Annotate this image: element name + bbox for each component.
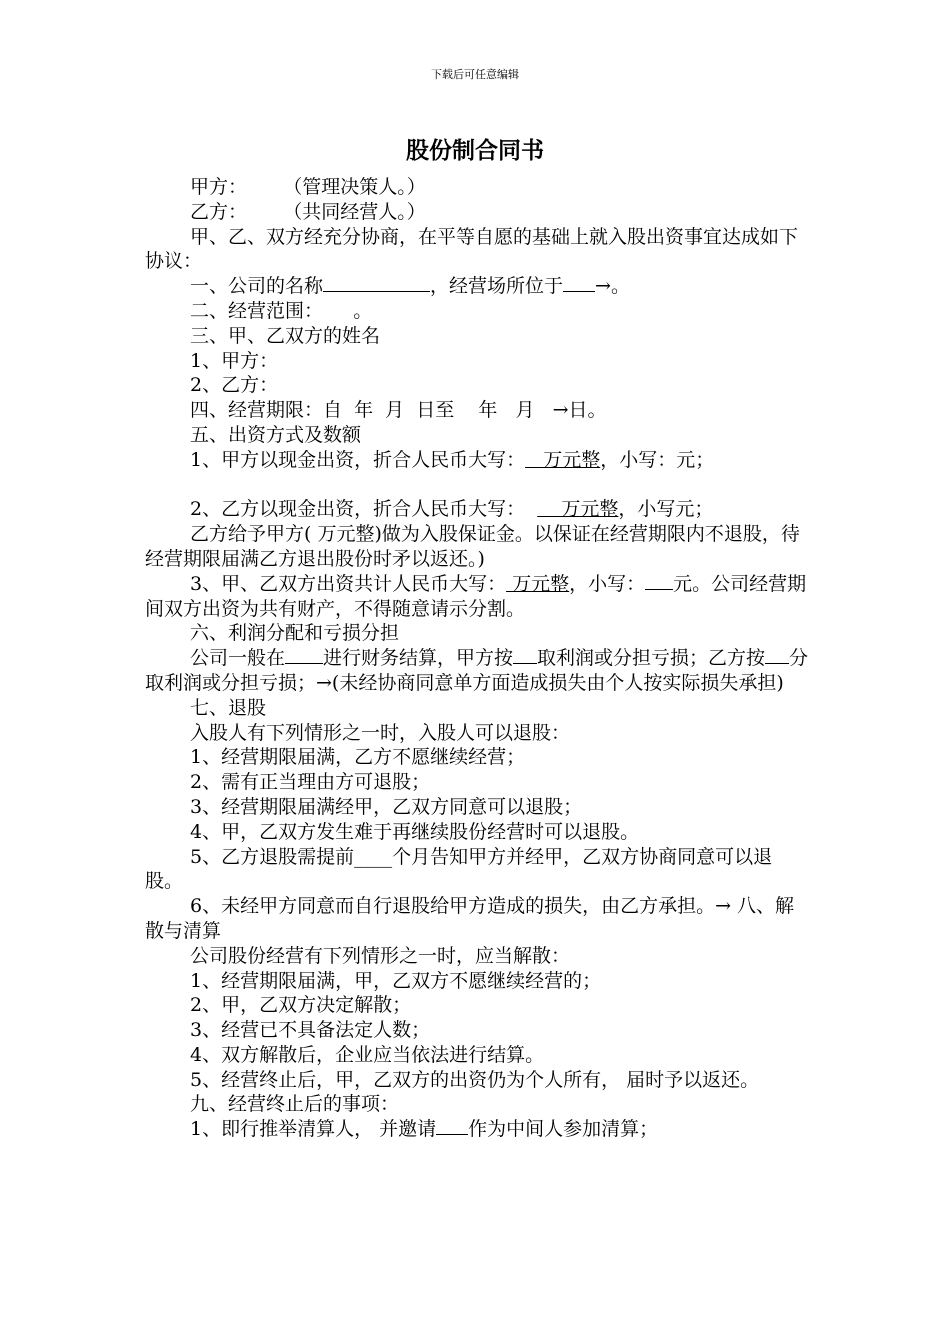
party-b-investment: 2、乙方以现金出资，折合人民币大写： 万元整，小写元； (190, 498, 714, 521)
clause-2: 二、经营范围： 。 (190, 299, 373, 322)
deposit-paragraph: 乙方给予甲方( 万元整)做为入股保证金。以保证在经营期限内不退股，待经营期限届满乙方退出股份时矛以返还。) (145, 523, 800, 570)
withdraw-item-3: 3、经营期限届满经甲，乙双方同意可以退股； (190, 795, 583, 818)
document-title: 股份制合同书 (406, 137, 544, 164)
intro-paragraph: 甲、乙、双方经充分协商，在平等自愿的基础上就入股出资事宜达成如下协议： (145, 225, 799, 273)
total-investment: 3、甲、乙双方出资共计人民币大写： 万元整，小写： 元。公司经营期间双方出资为共有财产，不得随意请示分割。 (145, 572, 807, 620)
spacer (145, 473, 810, 498)
clause-7: 七、退股 (190, 696, 267, 719)
clause-9: 九、经营终止后的事项： (190, 1093, 400, 1116)
dissolution-intro: 公司股份经营有下列情形之一时，应当解散： (190, 944, 571, 967)
clause-5: 五、出资方式及数额 (190, 423, 362, 446)
clause-3: 三、甲、乙双方的姓名 (190, 324, 381, 347)
dissolution-item-5: 5、经营终止后，甲，乙双方的出资仍为个人所有， 届时予以返还。 (190, 1068, 760, 1091)
location-blank (563, 274, 595, 292)
party-a-name: 1、甲方： (190, 349, 279, 372)
dissolution-item-3: 3、经营已不具备法定人数； (190, 1019, 431, 1042)
withdraw-item-6: 6、未经甲方同意而自行退股给甲方造成的损失，由乙方承担。→ 八、解散与清算 (145, 895, 795, 942)
clause-4: 四、经营期限：自 年 月 日至 年 月 →日。 (190, 399, 607, 422)
withdraw-item-2: 2、需有正当理由方可退股； (190, 771, 431, 794)
party-a-line: 甲方： （管理决策人。） (190, 176, 426, 198)
page-header: 下载后可任意编辑 (431, 68, 519, 81)
withdraw-intro: 入股人有下列情形之一时，入股人可以退股： (190, 721, 571, 744)
party-a-investment: 1、甲方以现金出资，折合人民币大写： 万元整，小写：元； (190, 448, 715, 471)
withdraw-item-5: 5、乙方退股需提前____个月告知甲方并经甲，乙双方协商同意可以退股。 (145, 845, 773, 893)
dissolution-item-1: 1、经营期限届满，甲，乙双方不愿继续经营的； (190, 969, 602, 992)
dissolution-item-2: 2、甲，乙双方决定解散； (190, 994, 412, 1017)
party-b-line: 乙方： （共同经营人。） (190, 200, 426, 223)
termination-item-1: 1、即行推举清算人， 并邀请 作为中间人参加清算； (190, 1118, 659, 1141)
withdraw-item-1: 1、经营期限届满，乙方不愿继续经营； (190, 746, 526, 769)
withdraw-item-4: 4、甲，乙双方发生难于再继续股份经营时可以退股。 (190, 820, 640, 843)
dissolution-item-4: 4、双方解散后，企业应当依法进行结算。 (190, 1043, 545, 1066)
party-b-share-blank (765, 646, 789, 664)
intermediary-blank (436, 1117, 468, 1135)
party-a-share-blank (513, 646, 537, 664)
company-name-blank (323, 274, 430, 292)
contract-body (145, 175, 810, 1142)
party-b-name: 2、乙方： (190, 374, 279, 397)
clause-1: 一、公司的名称 ，经营场所位于 →。 (190, 275, 630, 298)
profit-paragraph: 公司一般在 进行财务结算，甲方按 取利润或分担亏损；乙方按 分取利润或分担亏损；→(未经协商同意单方面造成损失由个人按实际损失承担) (145, 647, 809, 694)
amount-blank (645, 572, 673, 590)
clause-6: 六、利润分配和亏损分担 (190, 622, 400, 645)
settlement-blank (285, 646, 323, 664)
